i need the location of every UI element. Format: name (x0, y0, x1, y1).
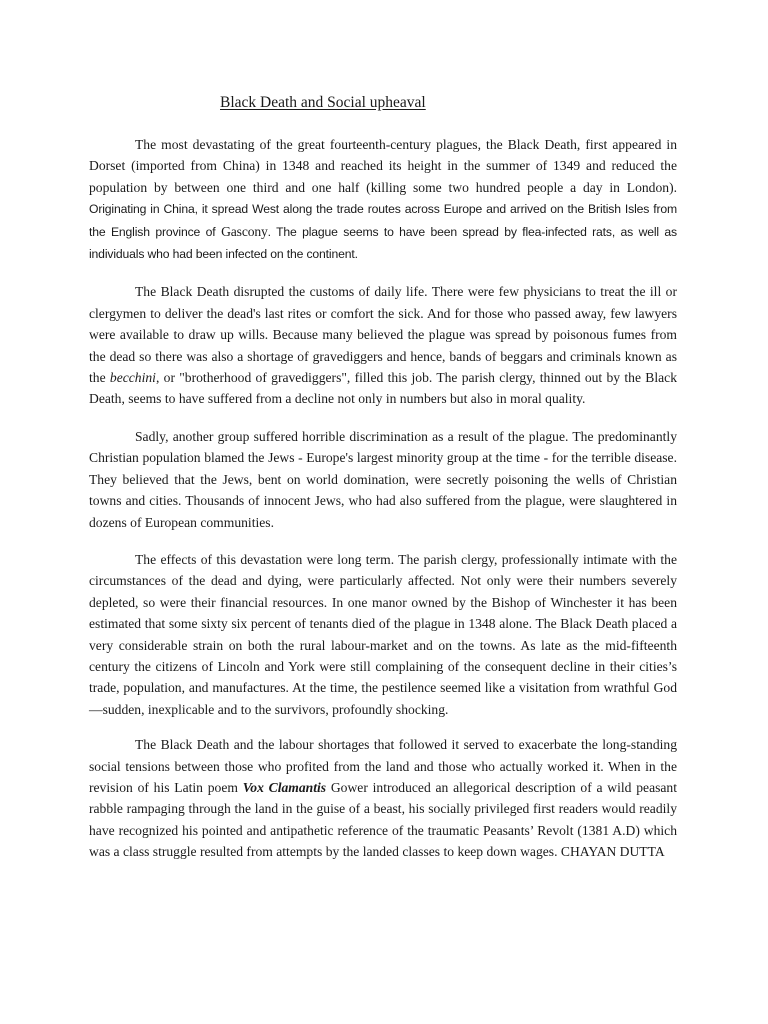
paragraph-1-small-text: Originating in China, it spread West along the trade routes across Europe and arrived on the British Isles from the English province of (89, 202, 677, 239)
paragraph-1-text: The most devastating of the great fourteenth-century plagues, the Black Death, first appeared in Dorset (imported from China) in 1348 and reached its height in the summer of 1349 and reduced the population by between one third and one half (killing some two hundred people a day in London). (89, 137, 677, 195)
document-page (89, 92, 677, 877)
paragraph-2 (89, 281, 677, 409)
paragraph-2-text: The Black Death disrupted the customs of daily life. There were few physicians to treat the ill or clergymen to deliver the dead's last rites or comfort the sick. And for those who passed away, few lawyers were available to draw up wills. Because many believed the plague was spread by poisonous fumes from the dead so there was also a shortage of gravediggers and hence, bands of beggars and criminals known as the (89, 284, 677, 386)
paragraph-5-text-end: Gower introduced an allegorical description of a wild peasant rabble rampaging through the land in the guise of a beast, his socially privileged first readers would readily have recognized his pointed and antipathetic reference of the traumatic Peasants’ Revolt (1381 A.D) which was a class struggle resulted from attempts by the landed classes to keep down wages. CHAYAN DUTTA (89, 779, 678, 860)
paragraph-5 (89, 734, 677, 862)
document-title: Black Death and Social upheaval (220, 94, 426, 111)
paragraph-2-text-end: , or "brotherhood of gravediggers", filled this job. The parish clergy, thinned out by the Black Death, seems to have suffered from a decline not only in numbers but also in moral quality. (89, 370, 677, 407)
term-becchini: becchini (109, 370, 156, 386)
paragraph-1-small-text-end: . The plague seems to have been spread by flea-infected rats, as well as individuals who had been infected on the continent. (89, 224, 677, 262)
place-name-gascony: Gascony (221, 223, 268, 239)
poem-title-vox-clamantis: Vox Clamantis (242, 779, 327, 795)
paragraph-1 (89, 134, 677, 265)
paragraph-4: The effects of this devastation were long term. The parish clergy, professionally intimate with the circumstances of the dead and dying, were particularly affected. Not only were their numbers severely depleted, so were their financial resources. In one manor owned by the Bishop of Winchester it has been estimated that some sixty six percent of tenants died of the plague in 1348 alone. The Black Death placed a very considerable strain on both the rural labour-market and on the towns. As late as the mid-fifteenth century the citizens of Lincoln and York were still complaining of the consequent decline in their cities’s trade, population, and manufactures. At the time, the pestilence seemed like a visitation from wrathful God—sudden, inexplicable and to the survivors, profoundly shocking. (89, 551, 677, 717)
paragraph-5-text: The Black Death and the labour shortages that followed it served to exacerbate the long-standing social tensions between those who profited from the land and those who actually worked it. When in the revision of his Latin poem (89, 737, 677, 795)
paragraph-3: Sadly, another group suffered horrible discrimination as a result of the plague. The predominantly Christian population blamed the Jews - Europe's largest minority group at the time - for the terrible disease. They believed that the Jews, bent on world domination, were secretly poisoning the wells of Christian towns and cities. Thousands of innocent Jews, who had also suffered from the plague, were slaughtered in dozens of European communities. (89, 428, 677, 530)
